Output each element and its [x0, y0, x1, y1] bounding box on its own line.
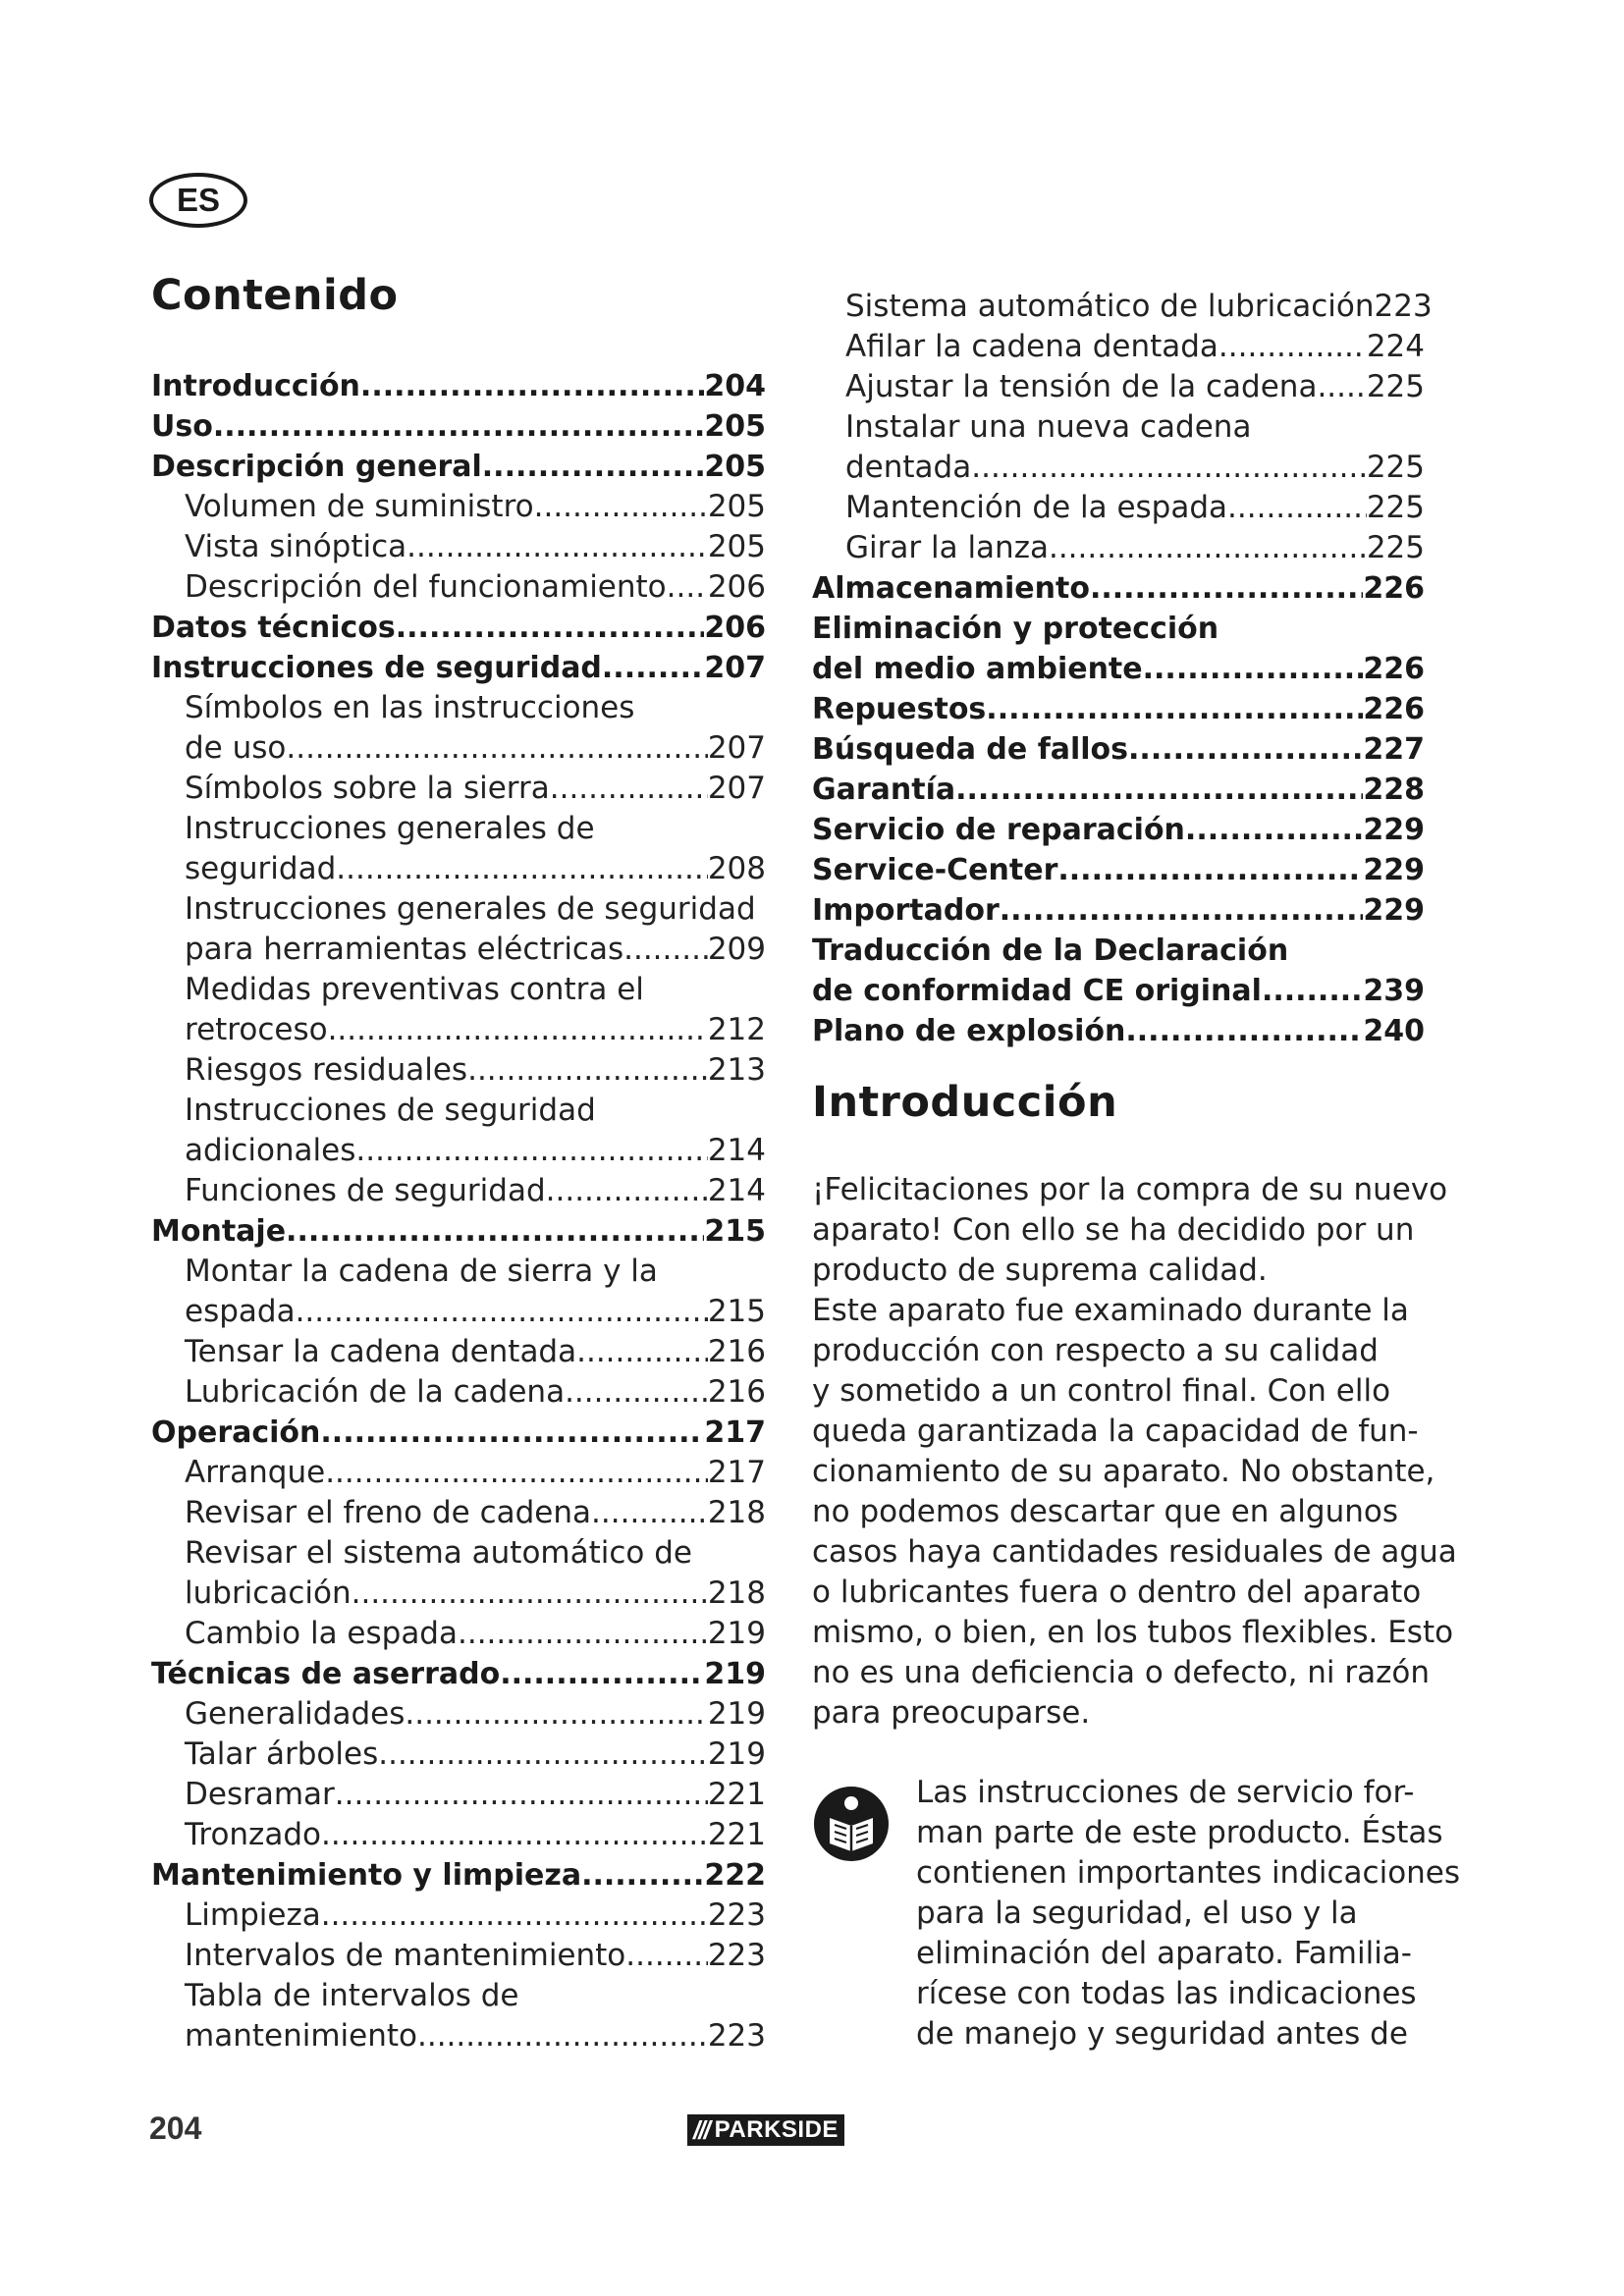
intro-line: para preocuparse. — [812, 1695, 1091, 1731]
toc-entry[interactable] — [151, 728, 766, 769]
intro-line: ¡Felicitaciones por la compra de su nuevo — [812, 1172, 1448, 1207]
toc-leader-dots — [417, 2016, 708, 2056]
toc-entry-label: seguridad — [185, 851, 337, 886]
toc-entry-label: Garantía — [812, 773, 956, 807]
toc-entry[interactable] — [812, 287, 1433, 327]
toc-entry-page: 229 — [1363, 893, 1425, 928]
toc-entry-page: 205 — [707, 489, 766, 524]
toc-entry-label: Técnicas de aserrado — [151, 1657, 501, 1691]
toc-entry-page: 218 — [707, 1575, 766, 1611]
intro-line: o lubricantes fuera o dentro del aparato — [812, 1575, 1422, 1610]
toc-entry[interactable] — [151, 930, 766, 970]
toc-entry-label: Tensar la cadena dentada — [185, 1334, 577, 1369]
toc-entry-page: 221 — [707, 1817, 766, 1852]
toc-leader-dots — [352, 1574, 708, 1614]
toc-entry[interactable] — [151, 1493, 766, 1533]
toc-entry-page: 239 — [1363, 974, 1425, 1008]
toc-entry-page: 205 — [704, 450, 766, 484]
toc-entry[interactable] — [812, 850, 1425, 890]
toc-entry-page: 223 — [1374, 289, 1433, 324]
toc-entry[interactable] — [812, 729, 1425, 770]
toc-leader-dots — [971, 448, 1367, 488]
toc-entry[interactable] — [151, 849, 766, 889]
toc-entry-page: 215 — [704, 1214, 766, 1249]
note-line: eliminación del aparato. Familia- — [916, 1936, 1412, 1971]
toc-entry-page: 212 — [707, 1012, 766, 1047]
toc-entry[interactable] — [812, 810, 1425, 850]
toc-entry-page: 205 — [704, 409, 766, 444]
toc-entry-page: 204 — [704, 369, 766, 403]
toc-entry[interactable] — [151, 1896, 766, 1936]
toc-entry-page: 224 — [1366, 329, 1425, 364]
toc-entry[interactable] — [151, 1694, 766, 1735]
toc-entry-page: 223 — [707, 1938, 766, 1973]
toc-leader-dots — [1000, 890, 1364, 931]
read-manual-icon — [812, 1785, 891, 1863]
toc-right-column — [812, 287, 1433, 1051]
toc-entry-page: 226 — [1363, 692, 1425, 726]
toc-leader-dots — [1125, 1011, 1363, 1051]
toc-leader-dots — [591, 1493, 708, 1533]
note-body — [916, 1773, 1461, 2055]
intro-line: queda garantizada la capacidad de fun- — [812, 1414, 1419, 1449]
toc-entry-page: 221 — [707, 1777, 766, 1812]
toc-entry-page: 223 — [707, 2018, 766, 2054]
toc-entry[interactable] — [151, 1775, 766, 1815]
toc-entry-page: 218 — [707, 1495, 766, 1530]
toc-entry-label: adicionales — [185, 1133, 356, 1168]
toc-entry-label: Ajustar la tensión de la cadena — [845, 369, 1318, 404]
note-line: de manejo y seguridad antes de — [916, 2016, 1408, 2052]
toc-entry[interactable] — [812, 528, 1425, 568]
toc-entry-continuation: Eliminación y protección — [812, 612, 1219, 646]
toc-leader-dots — [396, 608, 705, 648]
toc-entry-continuation: Instalar una nueva cadena — [845, 409, 1252, 445]
toc-entry-continuation: Instrucciones generales de seguridad — [185, 891, 756, 927]
toc-entry-page: 240 — [1363, 1014, 1425, 1048]
toc-entry-page: 227 — [1363, 732, 1425, 767]
toc-entry-label: Operación — [151, 1415, 321, 1450]
toc-entry-page: 225 — [1366, 369, 1425, 404]
intro-heading: Introducción — [812, 1078, 1118, 1127]
toc-left-column — [151, 366, 766, 2056]
toc-leader-dots — [286, 728, 707, 769]
toc-entry-continuation: Tabla de intervalos de — [185, 1978, 519, 2013]
toc-leader-dots — [321, 1815, 708, 1855]
toc-leader-dots — [296, 1292, 708, 1332]
toc-entry-page: 206 — [707, 569, 766, 605]
toc-entry[interactable] — [151, 1131, 766, 1171]
toc-entry[interactable] — [151, 1171, 766, 1211]
toc-entry-label: Símbolos sobre la sierra — [185, 771, 550, 806]
toc-entry-page: 214 — [707, 1173, 766, 1208]
toc-leader-dots — [581, 1855, 704, 1896]
toc-leader-dots — [1227, 488, 1367, 528]
toc-leader-dots — [1049, 528, 1367, 568]
toc-leader-dots — [213, 406, 705, 447]
toc-entry-page: 206 — [704, 611, 766, 645]
toc-entry-page: 207 — [704, 651, 766, 685]
intro-line: aparato! Con ello se ha decidido por un — [812, 1212, 1415, 1248]
intro-line: mismo, o bien, en los tubos flexibles. Esto — [812, 1615, 1454, 1650]
toc-entry-page: 219 — [704, 1657, 766, 1691]
toc-entry[interactable] — [151, 527, 766, 567]
toc-entry-label: Lubricación de la cadena — [185, 1374, 566, 1410]
toc-leader-dots — [546, 1171, 708, 1211]
intro-line: no podemos descartar que en algunos — [812, 1494, 1398, 1529]
toc-entry-page: 226 — [1363, 571, 1425, 606]
toc-leader-dots — [355, 1131, 707, 1171]
toc-entry-continuation: Símbolos en las instrucciones — [185, 690, 635, 725]
toc-entry-continuation: Instrucciones generales de — [185, 811, 595, 846]
toc-leader-dots — [602, 648, 704, 688]
toc-entry-label: mantenimiento — [185, 2018, 417, 2054]
toc-leader-dots — [405, 1694, 707, 1735]
toc-leader-dots — [321, 1896, 708, 1936]
toc-entry-page: 217 — [704, 1415, 766, 1450]
toc-entry[interactable] — [151, 608, 766, 648]
note-line: man parte de este producto. Éstas — [916, 1815, 1443, 1850]
note-line: para la seguridad, el uso y la — [916, 1896, 1358, 1931]
intro-body — [812, 1170, 1457, 1734]
intro-line: casos haya cantidades residuales de agua — [812, 1534, 1457, 1570]
toc-entry[interactable] — [812, 971, 1425, 1011]
toc-entry[interactable] — [151, 1010, 766, 1050]
toc-entry-page: 213 — [707, 1052, 766, 1088]
toc-entry-label: Sistema automático de lubricación — [845, 289, 1375, 324]
toc-entry-label: Revisar el freno de cadena — [185, 1495, 592, 1530]
toc-entry-label: Servicio de reparación — [812, 813, 1185, 847]
toc-entry[interactable] — [151, 1735, 766, 1775]
intro-line: y sometido a un control final. Con ello — [812, 1373, 1391, 1409]
toc-entry-page: 215 — [707, 1294, 766, 1329]
toc-entry-label: Arranque — [185, 1455, 326, 1490]
toc-entry[interactable] — [812, 1011, 1425, 1051]
brand-name: PARKSIDE — [714, 2116, 839, 2143]
toc-entry-label: Service-Center — [812, 853, 1058, 887]
toc-entry[interactable] — [151, 1332, 766, 1372]
toc-leader-dots — [550, 769, 708, 809]
note-line: Las instrucciones de servicio for- — [916, 1775, 1415, 1810]
toc-entry[interactable] — [151, 447, 766, 487]
toc-leader-dots — [406, 527, 708, 567]
toc-entry-label: del medio ambiente — [812, 652, 1143, 686]
toc-entry[interactable] — [151, 1815, 766, 1855]
toc-entry[interactable] — [812, 890, 1425, 931]
toc-leader-dots — [458, 1614, 708, 1654]
toc-entry[interactable] — [151, 1372, 766, 1413]
toc-entry-page: 226 — [1363, 652, 1425, 686]
toc-entry-label: Montaje — [151, 1214, 287, 1249]
toc-entry-label: Intervalos de mantenimiento — [185, 1938, 626, 1973]
toc-leader-dots — [1143, 649, 1364, 689]
toc-leader-dots — [667, 567, 708, 608]
toc-entry-label: Riesgos residuales — [185, 1052, 468, 1088]
toc-entry-label: retroceso — [185, 1012, 328, 1047]
toc-entry-page: 207 — [707, 771, 766, 806]
toc-leader-dots — [1090, 568, 1363, 609]
toc-entry-label: espada — [185, 1294, 296, 1329]
toc-entry[interactable] — [151, 567, 766, 608]
toc-leader-dots — [534, 487, 708, 527]
toc-entry-continuation: Revisar el sistema automático de — [185, 1535, 692, 1571]
brand-logo — [687, 2114, 844, 2146]
toc-entry-label: Descripción general — [151, 450, 482, 484]
toc-entry-page: 219 — [707, 1696, 766, 1732]
toc-entry[interactable] — [812, 488, 1425, 528]
note-line: rícese con todas las indicaciones — [916, 1976, 1417, 2011]
intro-line: no es una deficiencia o defecto, ni razón — [812, 1655, 1431, 1690]
toc-entry-page: 219 — [707, 1736, 766, 1772]
toc-entry-label: Uso — [151, 409, 213, 444]
toc-heading: Contenido — [151, 271, 399, 320]
toc-leader-dots — [986, 689, 1363, 729]
toc-leader-dots — [482, 447, 705, 487]
toc-entry-page: 208 — [707, 851, 766, 886]
language-badge: ES — [149, 173, 247, 228]
toc-entry[interactable] — [151, 1574, 766, 1614]
toc-entry-continuation: Montar la cadena de sierra y la — [185, 1254, 658, 1289]
intro-line: Este aparato fue examinado durante la — [812, 1293, 1409, 1328]
toc-leader-dots — [576, 1332, 708, 1372]
toc-leader-dots — [328, 1010, 708, 1050]
toc-entry[interactable] — [812, 689, 1425, 729]
toc-entry[interactable] — [812, 448, 1425, 488]
toc-entry[interactable] — [151, 1050, 766, 1091]
toc-entry-page: 225 — [1366, 530, 1425, 565]
toc-entry-label: dentada — [845, 450, 972, 485]
toc-entry[interactable] — [812, 367, 1425, 407]
toc-entry-label: Funciones de seguridad — [185, 1173, 546, 1208]
toc-entry-label: Descripción del funcionamiento — [185, 569, 667, 605]
toc-entry[interactable] — [812, 649, 1425, 689]
toc-entry-continuation: Traducción de la Declaración — [812, 934, 1289, 968]
toc-entry-page: 225 — [1366, 450, 1425, 485]
toc-entry-page: 222 — [704, 1858, 766, 1893]
toc-leader-dots — [335, 1775, 708, 1815]
toc-leader-dots — [320, 1413, 704, 1453]
toc-entry-label: Talar árboles — [185, 1736, 379, 1772]
toc-leader-dots — [1185, 810, 1363, 850]
toc-entry-label: Volumen de suministro — [185, 489, 534, 524]
toc-entry-label: Mantención de la espada — [845, 490, 1228, 525]
toc-entry-label: Desramar — [185, 1777, 335, 1812]
intro-line: producción con respecto a su calidad — [812, 1333, 1379, 1368]
toc-entry-label: Plano de explosión — [812, 1014, 1126, 1048]
toc-entry-page: 229 — [1363, 853, 1425, 887]
toc-entry[interactable] — [151, 1292, 766, 1332]
toc-entry-label: Almacenamiento — [812, 571, 1090, 606]
toc-leader-dots — [1317, 367, 1366, 407]
toc-entry-label: Mantenimiento y limpieza — [151, 1858, 582, 1893]
intro-line: cionamiento de su aparato. No obstante, — [812, 1454, 1435, 1489]
toc-entry-label: Importador — [812, 893, 1000, 928]
toc-entry[interactable] — [151, 1654, 766, 1694]
toc-entry-label: Cambio la espada — [185, 1616, 458, 1651]
toc-entry-page: 228 — [1363, 773, 1425, 807]
toc-leader-dots — [378, 1735, 708, 1775]
toc-leader-dots — [1262, 971, 1363, 1011]
toc-entry-page: 214 — [707, 1133, 766, 1168]
toc-entry-continuation: Medidas preventivas contra el — [185, 972, 644, 1007]
toc-entry-label: Introducción — [151, 369, 360, 403]
toc-entry[interactable] — [151, 366, 766, 406]
toc-entry[interactable] — [812, 770, 1425, 810]
toc-entry-page: 207 — [707, 730, 766, 766]
toc-entry-label: para herramientas eléctricas — [185, 932, 624, 967]
toc-entry-page: 219 — [707, 1616, 766, 1651]
note-line: contienen importantes indicaciones — [916, 1855, 1461, 1891]
page-number: 204 — [149, 2110, 202, 2146]
toc-entry-label: Generalidades — [185, 1696, 406, 1732]
toc-entry-label: Girar la lanza — [845, 530, 1049, 565]
toc-entry-label: Repuestos — [812, 692, 987, 726]
toc-entry[interactable] — [812, 568, 1425, 609]
toc-leader-dots — [1057, 850, 1363, 890]
toc-entry-label: Limpieza — [185, 1897, 321, 1933]
toc-entry-label: Instrucciones de seguridad — [151, 651, 602, 685]
toc-entry[interactable] — [151, 1614, 766, 1654]
toc-entry[interactable] — [151, 769, 766, 809]
toc-leader-dots — [565, 1372, 708, 1413]
toc-entry[interactable] — [151, 648, 766, 688]
toc-leader-dots — [625, 1936, 708, 1976]
toc-leader-dots — [955, 770, 1363, 810]
toc-leader-dots — [1128, 729, 1363, 770]
toc-entry[interactable] — [151, 406, 766, 447]
toc-entry-label: Afilar la cadena dentada — [845, 329, 1218, 364]
toc-leader-dots — [500, 1654, 704, 1694]
toc-entry[interactable] — [151, 487, 766, 527]
toc-leader-dots — [360, 366, 704, 406]
toc-entry-label: Tronzado — [185, 1817, 321, 1852]
toc-entry-continuation: Instrucciones de seguridad — [185, 1093, 596, 1128]
toc-entry[interactable] — [151, 1936, 766, 1976]
toc-leader-dots — [325, 1453, 708, 1493]
toc-entry-label: lubricación — [185, 1575, 352, 1611]
toc-entry-page: 216 — [707, 1374, 766, 1410]
toc-leader-dots — [623, 930, 708, 970]
toc-entry-page: 223 — [707, 1897, 766, 1933]
toc-entry-page: 205 — [707, 529, 766, 564]
toc-entry-page: 217 — [707, 1455, 766, 1490]
toc-entry[interactable] — [151, 1855, 766, 1896]
toc-entry-label: Búsqueda de fallos — [812, 732, 1129, 767]
toc-entry[interactable] — [812, 327, 1425, 367]
toc-entry-label: de uso — [185, 730, 287, 766]
toc-leader-dots — [1218, 327, 1367, 367]
intro-line: producto de suprema calidad. — [812, 1253, 1268, 1288]
toc-leader-dots — [467, 1050, 708, 1091]
toc-entry-label: de conformidad CE original — [812, 974, 1262, 1008]
toc-entry-label: Datos técnicos — [151, 611, 396, 645]
toc-entry-label: Vista sinóptica — [185, 529, 407, 564]
toc-leader-dots — [336, 849, 708, 889]
toc-entry[interactable] — [151, 1211, 766, 1252]
toc-entry-page: 229 — [1363, 813, 1425, 847]
toc-entry-page: 209 — [707, 932, 766, 967]
toc-leader-dots — [286, 1211, 704, 1252]
toc-entry[interactable] — [151, 1413, 766, 1453]
toc-entry[interactable] — [151, 2016, 766, 2056]
brand-slashes: /// — [693, 2114, 709, 2145]
toc-entry[interactable] — [151, 1453, 766, 1493]
toc-entry-page: 216 — [707, 1334, 766, 1369]
toc-entry-page: 225 — [1366, 490, 1425, 525]
